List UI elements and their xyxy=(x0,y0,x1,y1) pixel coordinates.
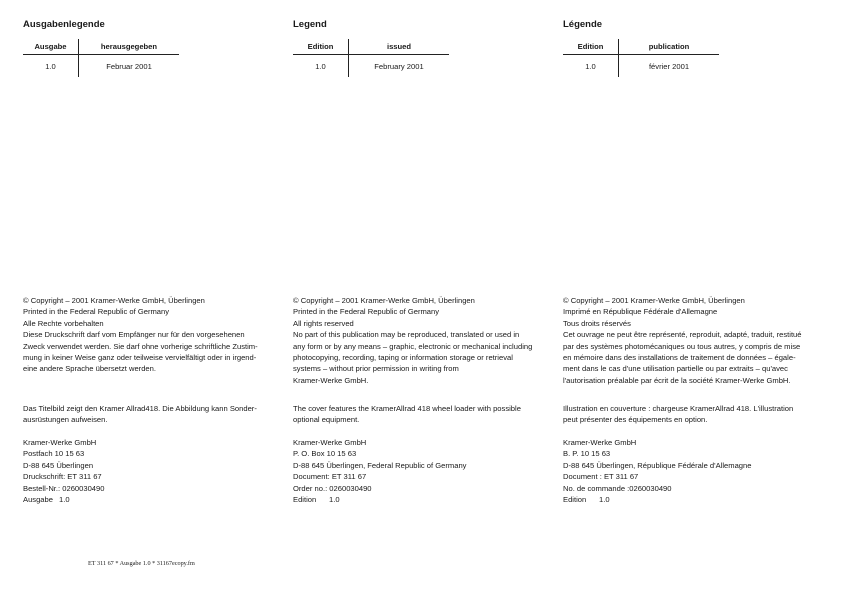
edition-line xyxy=(23,494,283,505)
edition-line xyxy=(563,494,823,505)
address-block xyxy=(23,437,283,505)
address-line: D-88 645 Überlingen, République Fédérale d'Allemagne xyxy=(563,460,752,470)
address-line: Postfach 10 15 63 xyxy=(23,449,85,459)
address-line: D-88 645 Überlingen, Federal Republic of Germany xyxy=(293,460,467,470)
legend-heading: Legend xyxy=(293,19,327,30)
edition-value: 1.0 xyxy=(329,495,340,505)
copyright-line: Kramer-Werke GmbH. xyxy=(293,375,369,385)
cover-note-line: Das Titelbild zeigt den Kramer Allrad418. Die Abbildung kann Sonder- xyxy=(23,404,257,413)
legend-date-value: February 2001 xyxy=(374,61,424,71)
edition-value: 1.0 xyxy=(59,495,70,505)
legend-header-row xyxy=(293,39,449,55)
edition-label: Edition xyxy=(293,495,317,505)
address-line: Kramer-Werke GmbH xyxy=(563,438,637,447)
copyright-line: par des systèmes photomécaniques ou tous autres, y compris de mise xyxy=(563,341,801,351)
copyright-block xyxy=(23,295,283,375)
cover-note-line: optional equipment. xyxy=(293,415,360,425)
address-line: P. O. Box 10 15 63 xyxy=(293,449,357,459)
legend-col-edition: Edition xyxy=(563,39,619,55)
copyright-line: Printed in the Federal Republic of Germany xyxy=(293,307,440,317)
address-line: Document : ET 311 67 xyxy=(563,472,639,482)
copyright-line: systems – without prior permission in writing from xyxy=(293,364,459,374)
copyright-line: l'autorisation préalable par écrit de la société Kramer-Werke GmbH. xyxy=(563,375,791,385)
address-line: Document: ET 311 67 xyxy=(293,472,367,482)
legend-header-row xyxy=(23,39,179,55)
legend-header-row xyxy=(563,39,719,55)
address-line: Kramer-Werke GmbH xyxy=(23,438,97,447)
copyright-line: any form or by any means – graphic, electronic or mechanical including xyxy=(293,341,533,351)
cover-note-line: peut présenter des équipements en option. xyxy=(563,415,708,425)
legend-col-date: publication xyxy=(619,39,720,55)
legend-heading: Ausgabenlegende xyxy=(23,19,105,30)
cover-note xyxy=(293,403,553,426)
copyright-block xyxy=(563,295,823,386)
edition-label: Ausgabe xyxy=(23,495,53,505)
copyright-line: © Copyright – 2001 Kramer-Werke GmbH, Überlingen xyxy=(293,296,475,305)
edition-legend-table xyxy=(23,39,179,77)
edition-legend-table xyxy=(293,39,449,77)
copyright-line: Printed in the Federal Republic of Germany xyxy=(23,307,170,317)
legend-edition-value: 1.0 xyxy=(293,55,349,78)
edition-line xyxy=(293,494,553,505)
legend-heading: Légende xyxy=(563,19,603,30)
address-block xyxy=(563,437,823,505)
copyright-line: ment dans le cas d'une utilisation partielle ou par extraits – qu'avec xyxy=(563,364,788,374)
legend-row xyxy=(23,55,179,78)
legend-edition-value: 1.0 xyxy=(563,55,619,78)
copyright-line: Tous droits réservés xyxy=(563,318,631,328)
copyright-line: Alle Rechte vorbehalten xyxy=(23,318,104,328)
copyright-line: © Copyright – 2001 Kramer-Werke GmbH, Überlingen xyxy=(23,296,205,305)
copyright-line: No part of this publication may be reproduced, translated or used in xyxy=(293,330,520,340)
legend-col-date: herausgegeben xyxy=(79,39,180,55)
cover-note-line: The cover features the KramerAllrad 418 wheel loader with possible xyxy=(293,404,521,413)
edition-label: Edition xyxy=(563,495,587,505)
legend-col-edition: Ausgabe xyxy=(23,39,79,55)
copyright-line: © Copyright – 2001 Kramer-Werke GmbH, Überlingen xyxy=(563,296,745,305)
legend-row xyxy=(563,55,719,78)
copyright-line: Cet ouvrage ne peut être représenté, reproduit, adapté, traduit, restitué xyxy=(563,330,802,340)
copyright-line: Diese Druckschrift darf vom Empfänger nur für den vorgesehenen xyxy=(23,330,245,340)
address-line: B. P. 10 15 63 xyxy=(563,449,611,459)
cover-note xyxy=(23,403,283,426)
edition-legend-table xyxy=(563,39,719,77)
legend-row xyxy=(293,55,449,78)
legend-edition-value: 1.0 xyxy=(23,55,79,78)
address-line: Druckschrift: ET 311 67 xyxy=(23,472,102,482)
edition-value: 1.0 xyxy=(599,495,610,505)
cover-note xyxy=(563,403,823,426)
address-block xyxy=(293,437,553,505)
copyright-block xyxy=(293,295,553,386)
address-line: No. de commande :0260030490 xyxy=(563,483,672,493)
page-footer: ET 311 67 * Ausgabe 1.0 * 31167ecopy.fm xyxy=(88,560,195,567)
legend-col-date: issued xyxy=(349,39,450,55)
address-line: Kramer-Werke GmbH xyxy=(293,438,367,447)
cover-note-line: ausrüstungen aufweisen. xyxy=(23,415,108,425)
address-line: Bestell-Nr.: 0260030490 xyxy=(23,483,105,493)
copyright-line: en mémoire dans des installations de traitement de données – égale- xyxy=(563,353,796,363)
address-line: D-88 645 Überlingen xyxy=(23,460,94,470)
legend-col-edition: Edition xyxy=(293,39,349,55)
copyright-line: Imprimé en République Fédérale d'Allemagne xyxy=(563,307,718,317)
copyright-line: mung in keiner Weise ganz oder teilweise vervielfältigt oder in irgend- xyxy=(23,353,257,363)
address-line: Order no.: 0260030490 xyxy=(293,483,372,493)
copyright-line: All rights reserved xyxy=(293,318,354,328)
copyright-line: eine andere Sprache übersetzt werden. xyxy=(23,364,156,374)
legend-date-value: Februar 2001 xyxy=(106,61,152,71)
copyright-line: Zweck verwendet werden. Sie darf ohne vorherige schriftliche Zustim- xyxy=(23,341,258,351)
cover-note-line: Illustration en couverture : chargeuse KramerAllrad 418. L'illustration xyxy=(563,404,794,413)
legend-date-value: février 2001 xyxy=(648,61,690,71)
copyright-line: photocopying, recording, taping or information storage or retrieval xyxy=(293,353,513,363)
